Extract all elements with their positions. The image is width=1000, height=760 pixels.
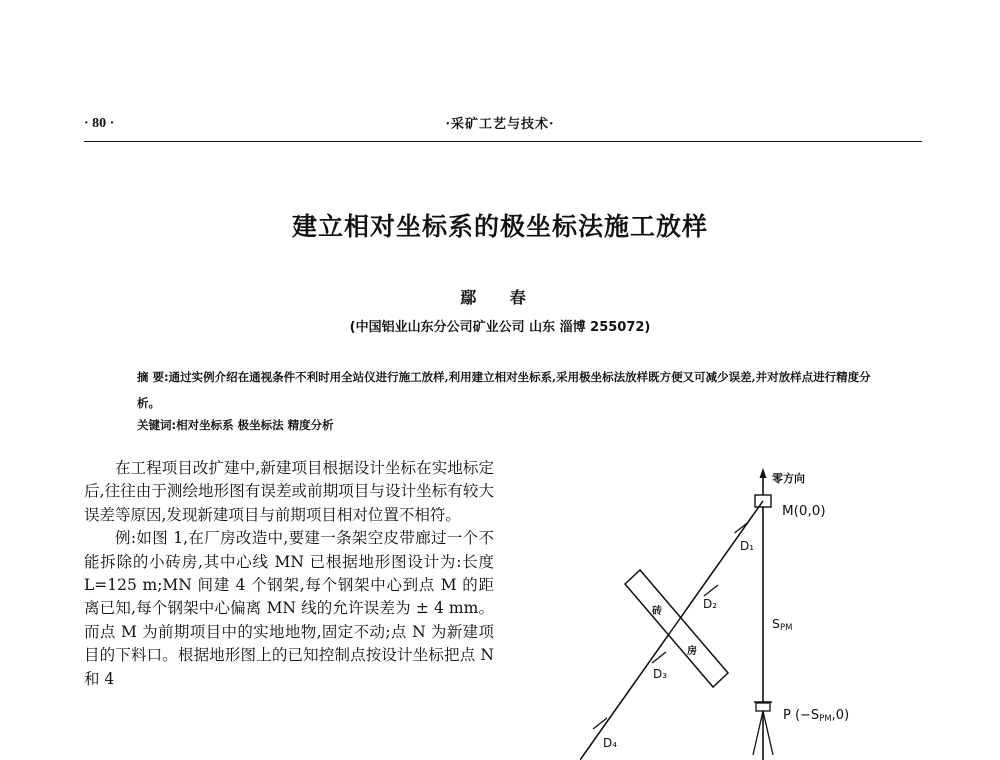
label-d3: D₃ [653, 667, 668, 681]
abstract-text: 通过实例介绍在通视条件不利时用全站仪进行施工放样,利用建立相对坐标系,采用极坐标法放样既方便又可减少误差,并对放样点进行精度分析。 [137, 370, 871, 410]
author-name: 鄢 春 [460, 288, 540, 307]
body-paragraph-1: 在工程项目改扩建中,新建项目根据设计坐标在实地标定后,往往由于测绘地形图有误差或前期项目与设计坐标有较大误差等原因,发现新建项目与前期项目相对位置不相符。 [84, 459, 494, 524]
north-arrow-icon [760, 468, 767, 478]
keywords-text: 相对坐标系 极坐标法 精度分析 [176, 418, 334, 432]
keywords-label: 关键词: [137, 418, 177, 432]
tick-d2 [704, 585, 718, 596]
center-line-over-house [580, 501, 763, 760]
zero-direction-label: 零方向 [772, 472, 805, 485]
point-p-label: P (−SPM,0) [783, 708, 850, 724]
brick-house [625, 570, 728, 687]
keywords [137, 416, 872, 434]
point-m-label: M(0,0) [782, 503, 826, 519]
label-d4: D₄ [603, 736, 618, 750]
author-affiliation: (中国铝业山东分公司矿业公司 山东 淄博 255072) [349, 320, 651, 335]
figure-1-diagram [580, 462, 900, 760]
header-rule [84, 141, 922, 142]
abstract [137, 364, 872, 416]
total-station-icon [756, 703, 770, 711]
brick-house-label-1: 砖 [652, 606, 662, 617]
page-number: · 80 · [84, 116, 115, 131]
distance-spm-label: SPM [772, 616, 793, 633]
brick-house-label-2: 房 [687, 646, 697, 657]
label-d2: D₂ [703, 597, 718, 611]
body-column [84, 457, 494, 691]
tripod-leg-left [753, 711, 763, 755]
tick-d4 [593, 718, 607, 729]
article-title: 建立相对坐标系的极坐标法施工放样 [291, 212, 708, 241]
journal-section-title: ·采矿工艺与技术· [445, 117, 555, 132]
tick-d3 [652, 652, 666, 663]
label-d1: D₁ [740, 539, 755, 553]
tripod-leg-right [763, 711, 773, 755]
body-paragraph-2: 例:如图 1,在厂房改造中,要建一条架空皮带廊过一个不能拆除的小砖房,其中心线 MN 已根据地形图设计为:长度 L=125 m;MN 间建 4 个钢架,每个钢架中心到点 M 的距离已知,每个钢架中心偏离 MN 线的允许误差为 ± 4 mm。而点 M 为前期项目中的实地地物,固定不动;点 N 为新建项目的下料口。根据地形图上的已知控制点按设计坐标把点 N 和 4 [84, 529, 494, 688]
abstract-label: 摘 要: [137, 370, 169, 384]
